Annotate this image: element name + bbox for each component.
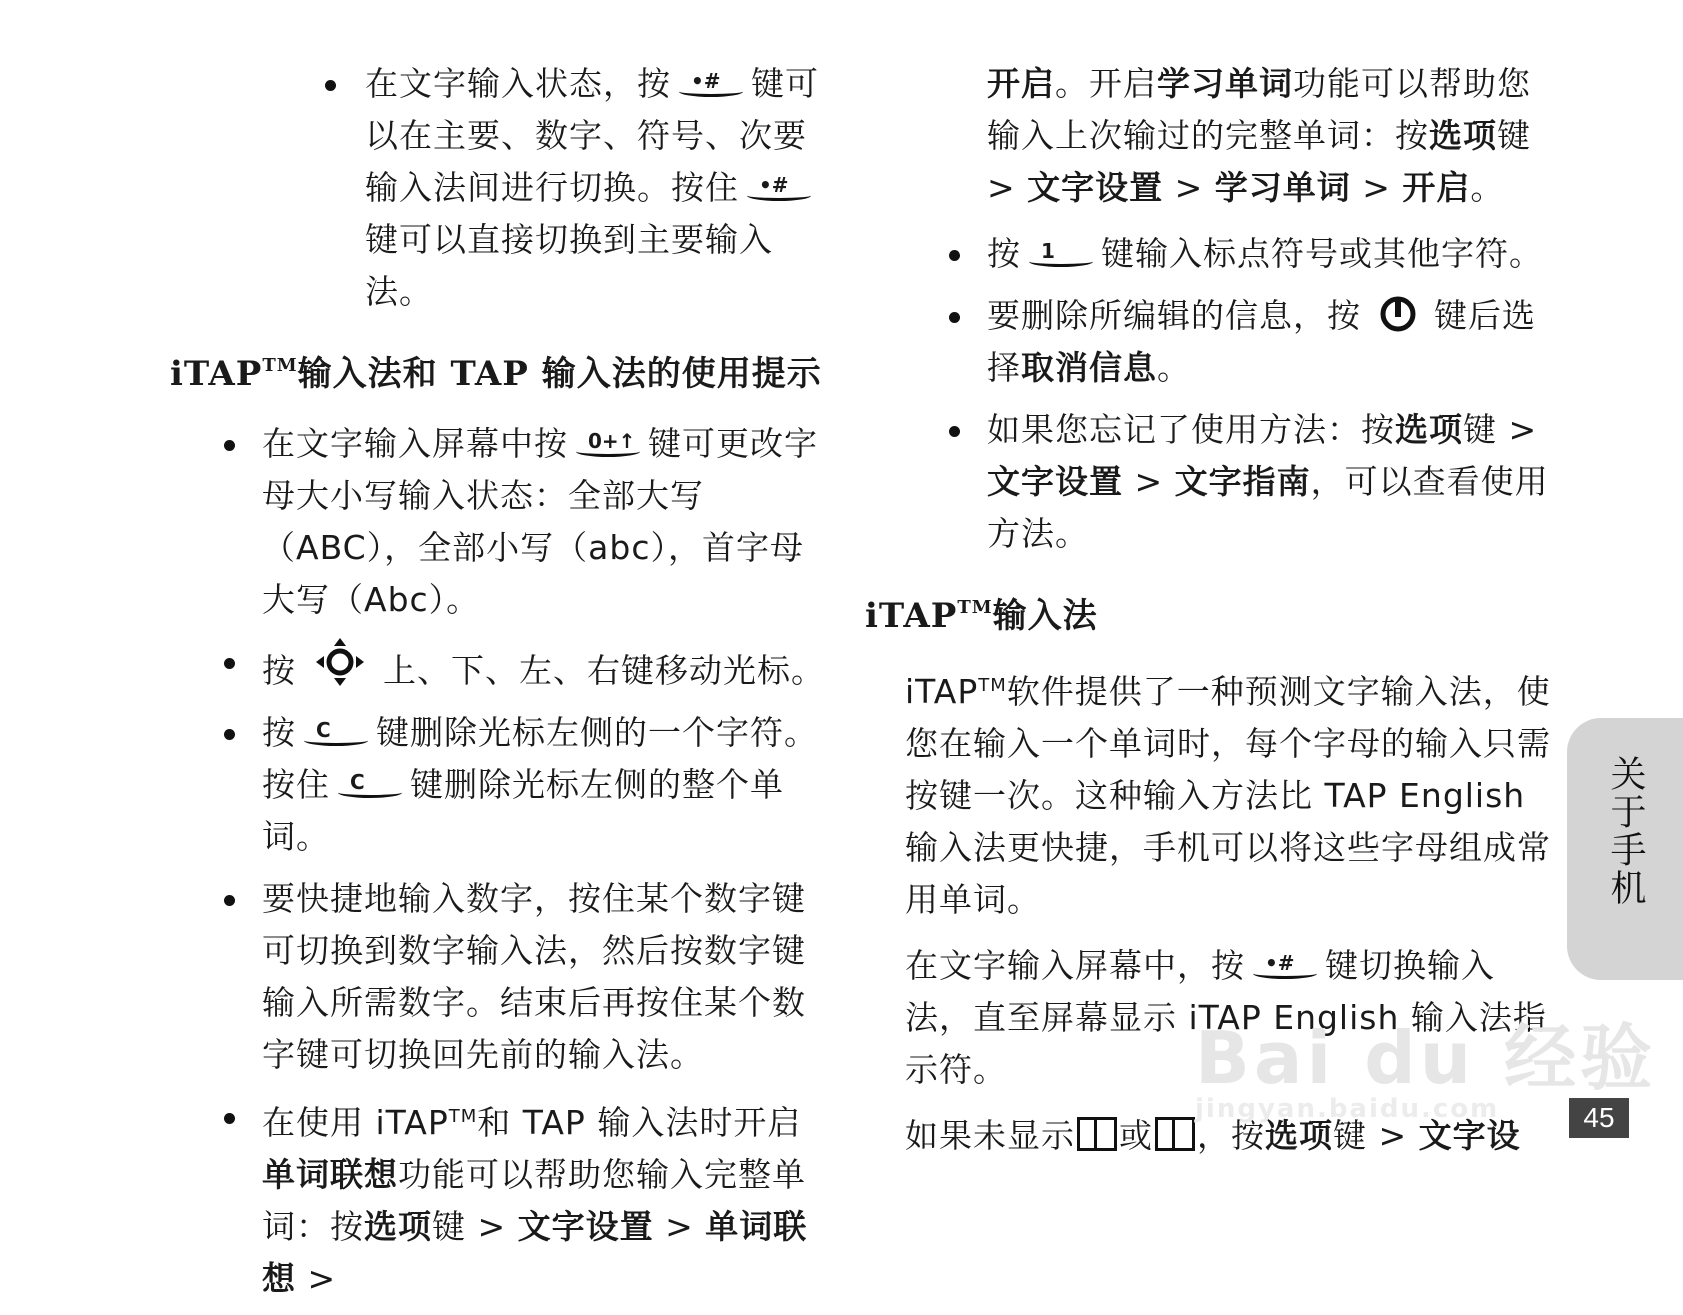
bold-term: 文字设置 bbox=[1027, 168, 1164, 207]
text: 键可以直接切换到主要输入法。 bbox=[365, 220, 773, 311]
heading-text: 输入法 bbox=[992, 596, 1098, 636]
text: ，可以查看使用方法。 bbox=[987, 462, 1549, 553]
text: ，按 bbox=[1197, 1116, 1265, 1155]
continued-text bbox=[895, 58, 1555, 214]
key-label: C bbox=[316, 718, 331, 742]
text: 按 bbox=[262, 713, 296, 752]
text: 如果您忘记了使用方法：按 bbox=[987, 410, 1395, 449]
page-number: 45 bbox=[1569, 1098, 1629, 1138]
text: iTAP bbox=[905, 672, 979, 711]
text: 键 > bbox=[432, 1207, 518, 1246]
text: > bbox=[653, 1207, 706, 1246]
bullet-case-toggle bbox=[170, 418, 830, 626]
bullet-delete-char bbox=[170, 707, 830, 863]
text: 键输入标点符号或其他字符。 bbox=[1101, 234, 1543, 273]
key-label: 1 bbox=[1041, 239, 1055, 263]
text: 按 bbox=[262, 651, 296, 690]
bold-term: 取消信息 bbox=[1021, 348, 1157, 387]
section-heading-tips bbox=[170, 340, 830, 400]
watermark-url: jingyan.baidu.com bbox=[1195, 1094, 1500, 1124]
text: 键删除光标左侧的一个字符。按住 bbox=[262, 713, 818, 804]
key-label: •# bbox=[1265, 951, 1295, 975]
trademark: TM bbox=[448, 1106, 478, 1127]
text: 如果未显示 bbox=[905, 1116, 1075, 1155]
bullet-text-guide bbox=[895, 404, 1555, 560]
key-label: 0+↑ bbox=[588, 429, 636, 453]
bold-term: 文字设置 bbox=[987, 462, 1123, 501]
bullet-delete-message bbox=[895, 290, 1555, 394]
text: 键 > bbox=[1333, 1116, 1419, 1155]
text: 在文字输入屏幕中按 bbox=[262, 424, 568, 463]
text: 在使用 iTAP bbox=[262, 1103, 449, 1142]
key-label: •# bbox=[691, 69, 721, 93]
bold-term: 开启 bbox=[1402, 168, 1471, 207]
clear-key-icon bbox=[302, 712, 370, 748]
trademark: TM bbox=[262, 355, 298, 376]
pound-key-icon bbox=[1251, 945, 1319, 981]
text: 上、下、左、右键移动光标。 bbox=[383, 651, 825, 690]
text: 要删除所编辑的信息，按 bbox=[987, 296, 1361, 335]
text: 要快捷地输入数字，按住某个数字键可切换到数字输入法，然后按数字键输入所需数字。结束后再按住某个数字键可切换回先前的输入法。 bbox=[262, 879, 806, 1074]
text: > bbox=[1123, 462, 1175, 501]
key-label: C bbox=[350, 770, 365, 794]
bold-term: 选项 bbox=[364, 1207, 432, 1246]
text: 功能可以帮助您输入完整单词：按 bbox=[262, 1155, 806, 1246]
bold-term: 学习单词 bbox=[1157, 64, 1293, 103]
text: 按 bbox=[987, 234, 1021, 273]
bullet-punctuation bbox=[895, 228, 1555, 280]
text: 在文字输入状态，按 bbox=[365, 64, 671, 103]
bold-term: 选项 bbox=[1429, 116, 1497, 155]
zero-key-icon bbox=[574, 423, 642, 459]
text: > bbox=[1163, 168, 1215, 207]
end-key-icon bbox=[1379, 295, 1417, 333]
itap-indicator-icon bbox=[1155, 1117, 1195, 1151]
text: 。 bbox=[1157, 348, 1191, 387]
text: 。 bbox=[1470, 168, 1505, 207]
text: > bbox=[296, 1259, 337, 1298]
text: > bbox=[1350, 168, 1403, 207]
text: 和 TAP 输入法时开启 bbox=[477, 1103, 802, 1142]
bold-term: 学习单词 bbox=[1214, 168, 1351, 207]
itap-indicator-icon bbox=[1077, 1117, 1117, 1151]
clear-key-icon bbox=[336, 764, 404, 800]
bold-term: 选项 bbox=[1265, 1116, 1333, 1155]
heading-text: 输入法和 TAP 输入法的使用提示 bbox=[297, 354, 822, 394]
text: 功能可以帮助您输入上次输过的完整单词：按 bbox=[987, 64, 1531, 155]
bullet-number-input bbox=[170, 873, 830, 1081]
itap-intro-paragraph bbox=[895, 660, 1555, 926]
trademark: TM bbox=[957, 597, 993, 618]
heading-text: iTAP bbox=[865, 596, 958, 636]
bullet-nav-cursor bbox=[170, 636, 830, 697]
bullet-switch-input bbox=[170, 58, 830, 318]
bold-term: 文字指南 bbox=[1174, 462, 1311, 501]
bold-term: 单词联想 bbox=[262, 1155, 398, 1194]
trademark: TM bbox=[978, 675, 1007, 696]
one-key-icon bbox=[1027, 233, 1095, 269]
side-tab-label: 关于手机 bbox=[1605, 755, 1646, 907]
watermark bbox=[1195, 1000, 1656, 1124]
bold-term: 单词联想 bbox=[262, 1207, 808, 1298]
watermark-text: Bai du 经验 bbox=[1195, 1016, 1657, 1100]
pound-key-icon bbox=[745, 167, 813, 203]
key-label: •# bbox=[759, 173, 789, 197]
text: 键 > bbox=[987, 116, 1531, 207]
pound-key-icon bbox=[677, 63, 745, 99]
heading-text: iTAP bbox=[170, 354, 263, 394]
text: 。开启 bbox=[1055, 64, 1157, 103]
text: 在文字输入屏幕中，按 bbox=[905, 946, 1245, 985]
text: 键 > bbox=[1463, 410, 1538, 449]
text: 软件提供了一种预测文字输入法，使您在输入一个单词时，每个字母的输入只需按键一次。这种输入方法比 TAP English 输入法更快捷，手机可以将这些字母组成常用单词。 bbox=[905, 672, 1551, 919]
text: 键后选择 bbox=[987, 296, 1536, 387]
text: 键删除光标左侧的整个单词。 bbox=[262, 765, 784, 856]
left-column bbox=[170, 58, 830, 1315]
bullet-word-completion bbox=[170, 1091, 830, 1305]
text: 键切换输入法，直至屏幕显示 iTAP English 输入法指示符。 bbox=[905, 946, 1547, 1089]
text: 键可更改字母大小写输入状态：全部大写（ABC），全部小写（abc），首字母大写（Abc）。 bbox=[262, 424, 818, 619]
navigation-key-icon bbox=[314, 636, 366, 688]
bold-term: 开启 bbox=[987, 64, 1055, 103]
bold-term: 选项 bbox=[1395, 410, 1463, 449]
bold-term: 文字设 bbox=[1418, 1116, 1521, 1155]
text: 键可以在主要、数字、符号、次要输入法间进行切换。按住 bbox=[365, 64, 819, 207]
bold-term: 文字设置 bbox=[517, 1207, 654, 1246]
section-heading-itap bbox=[865, 582, 1555, 642]
text: 或 bbox=[1119, 1116, 1153, 1155]
